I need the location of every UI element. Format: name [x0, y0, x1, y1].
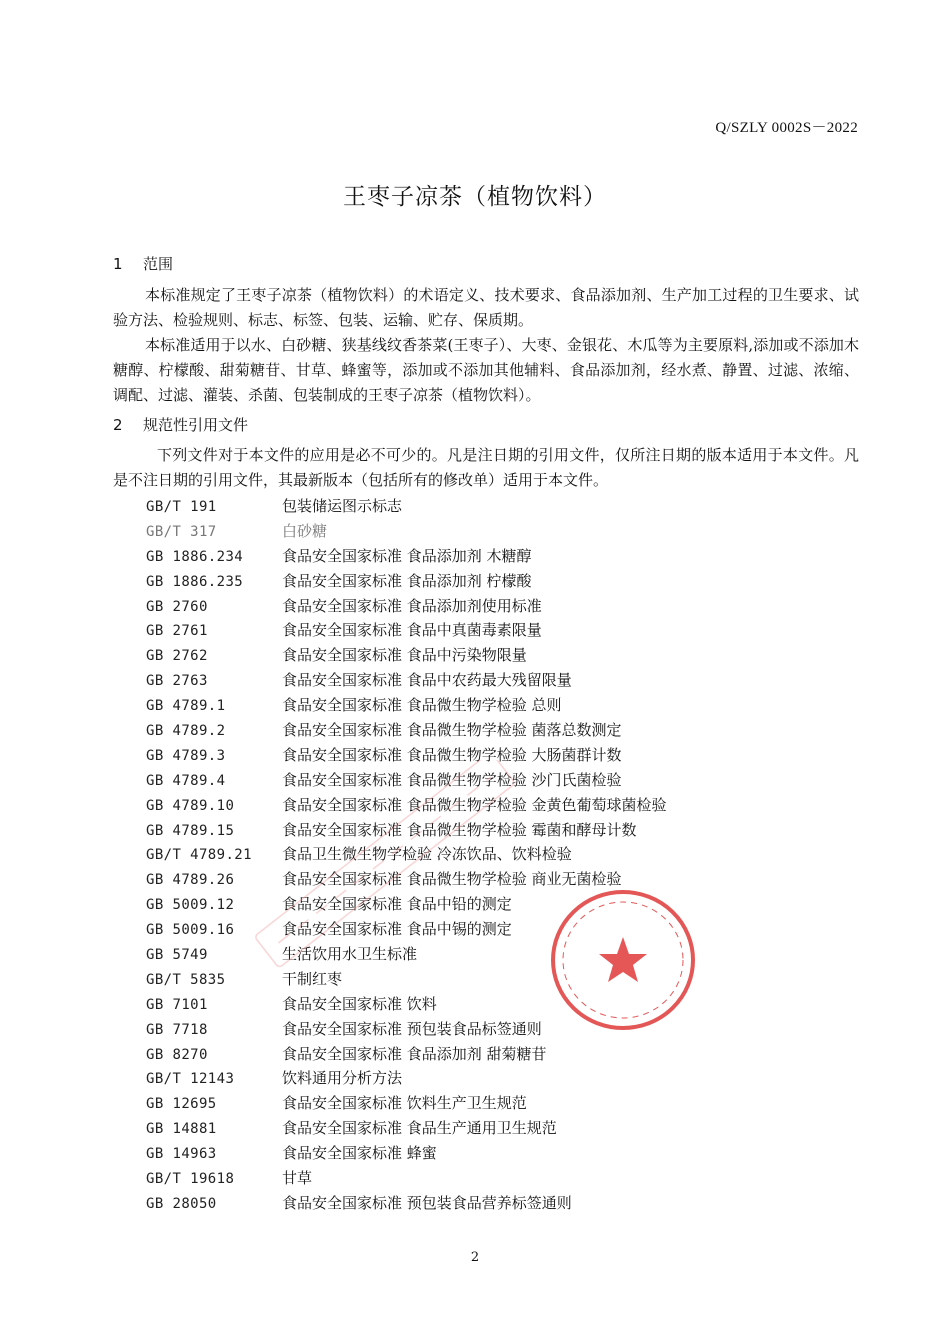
reference-title: 食品安全国家标准 食品添加剂使用标准 [282, 596, 542, 615]
reference-title: 食品安全国家标准 饮料 [282, 994, 437, 1013]
reference-title: 食品安全国家标准 食品微生物学检验 商业无菌检验 [282, 870, 622, 889]
section-2-paragraph-1: 下列文件对于本文件的应用是必不可少的。凡是注日期的引用文件，仅所注日期的版本适用于本文件。凡是不注日期的引用文件，其最新版本（包括所有的修改单）适用于本文件。 [113, 446, 859, 489]
reference-code: GB/T 4789.21 [146, 847, 252, 864]
reference-code: GB 1886.235 [146, 573, 244, 590]
reference-code: GB 4789.1 [146, 698, 226, 715]
section-title: 规范性引用文件 [143, 416, 249, 434]
reference-title: 食品安全国家标准 食品微生物学检验 总则 [282, 696, 562, 715]
reference-row [146, 693, 667, 718]
reference-code: GB/T 191 [146, 499, 217, 515]
reference-title: 食品安全国家标准 食品中农药最大残留限量 [282, 671, 572, 690]
reference-row [146, 892, 667, 917]
reference-title: 食品安全国家标准 食品添加剂 木糖醇 [282, 546, 532, 565]
reference-row [146, 1116, 667, 1141]
reference-row [146, 519, 667, 544]
reference-code: GB 14881 [146, 1121, 217, 1138]
reference-row [146, 1191, 667, 1216]
reference-title: 生活饮用水卫生标准 [282, 945, 418, 964]
reference-title: 食品安全国家标准 食品微生物学检验 沙门氏菌检验 [282, 770, 622, 789]
section-number: 2 [113, 416, 123, 434]
reference-row [146, 768, 667, 793]
section-2-heading [113, 414, 248, 435]
reference-code: GB 14963 [146, 1146, 217, 1163]
reference-title: 食品安全国家标准 食品中铅的测定 [282, 895, 512, 914]
reference-title: 食品安全国家标准 食品微生物学检验 菌落总数测定 [282, 721, 622, 740]
reference-row [146, 569, 667, 594]
reference-title: 食品安全国家标准 蜂蜜 [282, 1144, 437, 1163]
reference-code: GB 4789.26 [146, 872, 235, 889]
reference-title: 干制红枣 [282, 969, 343, 988]
reference-row [146, 917, 667, 942]
reference-row [146, 643, 667, 668]
reference-code: GB/T 317 [146, 523, 217, 540]
page-number: 2 [470, 1250, 480, 1265]
reference-title: 食品安全国家标准 预包装食品标签通则 [282, 1019, 542, 1038]
reference-code: GB 5009.16 [146, 922, 235, 939]
reference-code: GB 4789.4 [146, 772, 226, 789]
reference-row [146, 967, 667, 992]
section-1-paragraph-2: 本标准适用于以水、白砂糖、狭基线纹香茶菜(王枣子）、大枣、金银花、木瓜等为主要原料,添加或不添加木糖醇、柠檬酸、甜菊糖苷、甘草、蜂蜜等，添加或不添加其他辅料、食品添加剂，经水煮、静置、过滤、浓缩、调配、过滤、灌装、杀菌、包装制成的王枣子凉茶（植物饮料）。 [113, 336, 859, 404]
reference-code: GB 1886.234 [146, 548, 244, 565]
reference-title: 食品安全国家标准 食品微生物学检验 霉菌和酵母计数 [282, 820, 637, 839]
reference-title: 包装储运图示标志 [282, 497, 403, 515]
reference-code: GB 5009.12 [146, 897, 235, 914]
reference-title: 食品安全国家标准 食品中真菌毒素限量 [282, 621, 542, 640]
reference-title: 食品安全国家标准 食品中污染物限量 [282, 646, 527, 665]
reference-code: GB 8270 [146, 1046, 208, 1063]
reference-row [146, 942, 667, 967]
reference-row [146, 842, 667, 867]
reference-code: GB 7718 [146, 1021, 208, 1038]
reference-title: 食品安全国家标准 食品生产通用卫生规范 [282, 1119, 557, 1138]
reference-code: GB/T 5835 [146, 971, 226, 988]
reference-title: 食品安全国家标准 食品中锡的测定 [282, 920, 512, 939]
reference-row [146, 618, 667, 643]
reference-row [146, 1091, 667, 1116]
reference-row [146, 1017, 667, 1042]
reference-code: GB 4789.15 [146, 822, 235, 839]
section-number: 1 [113, 255, 123, 273]
reference-row [146, 718, 667, 743]
reference-row [146, 793, 667, 818]
section-title: 范围 [143, 255, 174, 273]
reference-title: 甘草 [282, 1169, 313, 1188]
reference-row [146, 743, 667, 768]
reference-code: GB 2761 [146, 623, 208, 640]
reference-row [146, 1042, 667, 1067]
reference-title: 食品安全国家标准 饮料生产卫生规范 [282, 1094, 527, 1113]
reference-code: GB 4789.10 [146, 797, 235, 814]
reference-code: GB 28050 [146, 1195, 217, 1212]
reference-code: GB 12695 [146, 1096, 217, 1113]
reference-row [146, 992, 667, 1017]
reference-code: GB 4789.2 [146, 723, 226, 740]
reference-row [146, 1141, 667, 1166]
reference-row [146, 544, 667, 569]
reference-row [146, 867, 667, 892]
reference-code: GB/T 19618 [146, 1171, 235, 1188]
reference-title: 白砂糖 [282, 521, 328, 540]
standard-code: Q/SZLY 0002S－2022 [715, 120, 858, 136]
reference-code: GB 2760 [146, 598, 208, 615]
reference-code: GB 5749 [146, 947, 208, 964]
reference-code: GB/T 12143 [146, 1071, 235, 1088]
reference-title: 食品安全国家标准 食品微生物学检验 金黄色葡萄球菌检验 [282, 795, 667, 814]
reference-title: 饮料通用分析方法 [282, 1069, 403, 1088]
reference-title: 食品安全国家标准 食品添加剂 柠檬酸 [282, 571, 532, 590]
reference-code: GB 7101 [146, 996, 208, 1013]
reference-title: 食品安全国家标准 食品添加剂 甜菊糖苷 [282, 1044, 547, 1063]
reference-code: GB 2763 [146, 673, 208, 690]
normative-reference-list [146, 494, 667, 1216]
reference-row [146, 594, 667, 619]
reference-title: 食品卫生微生物学检验 冷冻饮品、饮料检验 [282, 845, 572, 864]
reference-row [146, 1166, 667, 1191]
reference-title: 食品安全国家标准 食品微生物学检验 大肠菌群计数 [282, 745, 622, 764]
reference-row [146, 494, 667, 519]
section-1-paragraph-1: 本标准规定了王枣子凉茶（植物饮料）的术语定义、技术要求、食品添加剂、生产加工过程的卫生要求、试验方法、检验规则、标志、标签、包装、运输、贮存、保质期。 [113, 286, 859, 329]
reference-title: 食品安全国家标准 预包装食品营养标签通则 [282, 1193, 572, 1212]
reference-row [146, 668, 667, 693]
reference-code: GB 2762 [146, 648, 208, 665]
section-1-heading [113, 253, 173, 274]
reference-code: GB 4789.3 [146, 747, 226, 764]
reference-row [146, 1066, 667, 1091]
document-title: 王枣子凉茶（植物饮料） [343, 184, 607, 210]
reference-row [146, 818, 667, 843]
